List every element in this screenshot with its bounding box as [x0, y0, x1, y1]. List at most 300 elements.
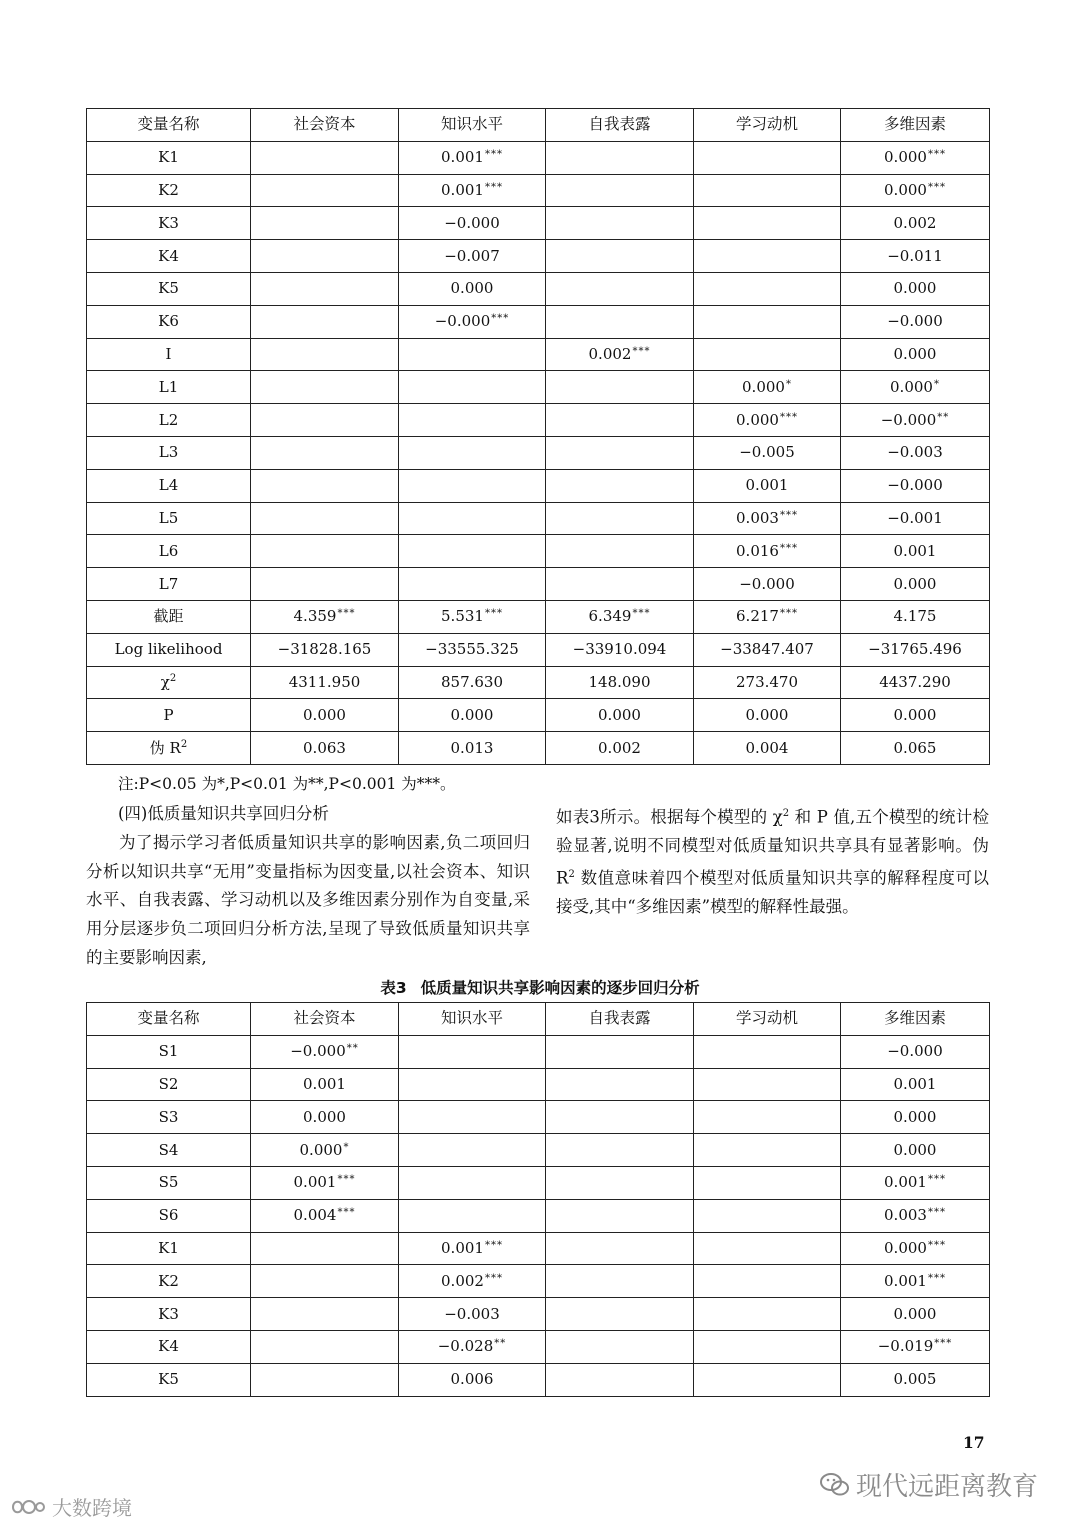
cell-value: 5.531 — [441, 607, 484, 626]
table-cell — [841, 240, 990, 273]
significance-stars: * — [785, 378, 792, 390]
table-cell — [399, 1101, 546, 1134]
cell-value: 857.630 — [440, 672, 504, 691]
cell-value: −0.000 — [887, 476, 943, 495]
significance-stars: *** — [927, 149, 946, 161]
row-label — [87, 1068, 251, 1101]
cell-value: 0.005 — [893, 1370, 937, 1389]
table-cell — [546, 633, 694, 666]
table-cell — [694, 141, 841, 174]
table-cell — [694, 404, 841, 437]
row-label — [87, 600, 251, 633]
table-cell — [546, 207, 694, 240]
table-cell — [694, 600, 841, 633]
cell-value: P — [163, 705, 174, 724]
cell-value: S5 — [158, 1173, 179, 1192]
table-cell — [251, 469, 399, 502]
table-cell — [251, 141, 399, 174]
cell-value: L6 — [158, 541, 179, 560]
significance-stars: *** — [484, 608, 503, 620]
table-cell — [546, 568, 694, 601]
significance-stars: ** — [937, 411, 950, 423]
table-cell — [251, 240, 399, 273]
cell-value: 0.002 — [588, 344, 632, 363]
cell-value: 0.000 — [299, 1140, 343, 1159]
row-label — [87, 404, 251, 437]
cell-value: 0.002 — [441, 1271, 484, 1290]
cell-value: 伪 R — [149, 739, 181, 758]
table-cell — [546, 502, 694, 535]
wechat-icon — [820, 1472, 850, 1498]
cell-value: 0.001 — [441, 1238, 484, 1257]
column-header: 社会资本 — [251, 109, 399, 142]
table-row — [87, 371, 990, 404]
table-cell — [546, 174, 694, 207]
table-cell — [251, 1298, 399, 1331]
table-cell — [399, 1166, 546, 1199]
table-row — [87, 502, 990, 535]
cell-value: 0.004 — [745, 738, 789, 757]
column-header: 变量名称 — [87, 109, 251, 142]
row-label — [87, 1199, 251, 1232]
column-header: 学习动机 — [694, 1003, 841, 1036]
significance-stars: ** — [494, 1338, 507, 1350]
row-label — [87, 1134, 251, 1167]
cell-value: 0.000 — [745, 705, 789, 724]
table-row — [87, 141, 990, 174]
table-cell — [694, 732, 841, 765]
table-cell — [841, 600, 990, 633]
cell-value: −0.000 — [887, 312, 943, 331]
table-cell — [251, 1166, 399, 1199]
table-cell — [694, 1035, 841, 1068]
significance-stars: *** — [927, 181, 946, 193]
table-row — [87, 1101, 990, 1134]
cell-value: 0.000 — [450, 705, 494, 724]
cell-value: 0.000 — [893, 574, 937, 593]
table-cell — [841, 1199, 990, 1232]
row-label — [87, 502, 251, 535]
cell-value: S2 — [158, 1074, 179, 1093]
table-cell — [694, 305, 841, 338]
row-label — [87, 699, 251, 732]
table-cell — [251, 404, 399, 437]
table-cell — [251, 1134, 399, 1167]
table-cell — [546, 666, 694, 699]
cell-value: 4311.950 — [288, 672, 361, 691]
cell-value: 0.000 — [884, 148, 927, 167]
table-cell — [251, 535, 399, 568]
table-row — [87, 338, 990, 371]
significance-stars: *** — [779, 509, 798, 521]
cell-value: −33555.325 — [425, 640, 519, 659]
row-label — [87, 1265, 251, 1298]
column-header: 多维因素 — [841, 1003, 990, 1036]
table-row — [87, 1134, 990, 1167]
table-cell — [546, 469, 694, 502]
table-cell — [399, 141, 546, 174]
cell-value: S1 — [158, 1042, 179, 1061]
cell-value: −0.001 — [887, 508, 943, 527]
table-cell — [841, 1298, 990, 1331]
table-cell — [399, 1298, 546, 1331]
table-cell — [841, 1101, 990, 1134]
cell-value: K2 — [158, 1271, 179, 1290]
page-number: 17 — [963, 1433, 985, 1452]
table-cell — [841, 1232, 990, 1265]
table-cell — [841, 699, 990, 732]
table-cell — [841, 633, 990, 666]
cell-value: 0.000 — [893, 705, 937, 724]
table-cell — [841, 1265, 990, 1298]
significance-stars: *** — [632, 345, 651, 357]
cell-value: K1 — [158, 1238, 179, 1257]
cell-value: −0.003 — [887, 443, 943, 462]
column-header: 自我表露 — [546, 1003, 694, 1036]
table-cell — [694, 1298, 841, 1331]
table-cell — [694, 174, 841, 207]
table-cell — [399, 240, 546, 273]
table-row — [87, 1330, 990, 1363]
cell-value: 0.000 — [893, 1140, 937, 1159]
table-row — [87, 469, 990, 502]
cell-value: 148.090 — [588, 672, 651, 691]
table-cell — [841, 338, 990, 371]
row-label — [87, 633, 251, 666]
table-cell — [546, 600, 694, 633]
row-label — [87, 436, 251, 469]
table-cell — [399, 633, 546, 666]
table-cell — [399, 1134, 546, 1167]
cell-value: K6 — [158, 312, 179, 331]
table-cell — [841, 174, 990, 207]
table-cell — [251, 1199, 399, 1232]
column-header: 变量名称 — [87, 1003, 251, 1036]
cell-value: 0.001 — [441, 180, 484, 199]
table-row — [87, 272, 990, 305]
table-cell — [694, 666, 841, 699]
significance-stars: *** — [779, 542, 798, 554]
table-cell — [399, 1363, 546, 1396]
table-cell — [694, 1068, 841, 1101]
text-column-right — [556, 800, 989, 922]
cell-value: −0.011 — [887, 246, 943, 265]
table-cell — [841, 371, 990, 404]
cell-value: 0.002 — [893, 213, 937, 232]
table-cell — [251, 600, 399, 633]
table-cell — [841, 436, 990, 469]
cell-value: I — [165, 344, 172, 363]
superscript: 2 — [169, 673, 177, 685]
cell-value: 0.000 — [598, 705, 641, 724]
table-cell — [694, 371, 841, 404]
cell-value: 0.000 — [884, 180, 927, 199]
table-cell — [251, 633, 399, 666]
row-label — [87, 666, 251, 699]
table-cell — [841, 1166, 990, 1199]
cell-value: −0.000 — [434, 312, 491, 331]
table-cell — [546, 1035, 694, 1068]
cell-value: K4 — [158, 1337, 179, 1356]
significance-stars: *** — [632, 608, 651, 620]
table-cell — [399, 699, 546, 732]
cell-value: 0.000 — [893, 1107, 937, 1126]
table-cell — [399, 568, 546, 601]
section-heading: (四)低质量知识共享回归分析 — [118, 804, 329, 823]
significance-stars: ** — [346, 1043, 359, 1055]
cell-value: −31828.165 — [277, 640, 372, 659]
table-cell — [546, 141, 694, 174]
cell-value: 0.002 — [598, 738, 641, 757]
cell-value: 0.001 — [893, 541, 937, 560]
significance-stars: *** — [927, 1207, 946, 1219]
cell-value: −0.000 — [880, 410, 937, 429]
table-cell — [694, 699, 841, 732]
cell-value: S3 — [158, 1107, 179, 1126]
table-cell — [546, 1363, 694, 1396]
table-cell — [399, 600, 546, 633]
cell-value: K3 — [158, 1304, 179, 1323]
cell-value: −0.007 — [444, 246, 500, 265]
row-label — [87, 469, 251, 502]
cell-value: −31765.496 — [868, 640, 962, 659]
table-cell — [694, 436, 841, 469]
row-label — [87, 272, 251, 305]
table-cell — [251, 1035, 399, 1068]
table-cell — [251, 207, 399, 240]
cell-value: 0.065 — [893, 738, 937, 757]
superscript: 2 — [180, 739, 188, 751]
row-label — [87, 1166, 251, 1199]
row-label — [87, 305, 251, 338]
caption-title: 低质量知识共享影响因素的逐步回归分析 — [420, 979, 700, 997]
cell-value: 0.003 — [884, 1206, 927, 1225]
table-cell — [251, 436, 399, 469]
row-label — [87, 240, 251, 273]
table-cell — [399, 371, 546, 404]
cell-value: K5 — [158, 1370, 179, 1389]
paragraph-left: 为了揭示学习者低质量知识共享的影响因素,负二项回归分析以知识共享“无用”变量指标为因变量,以社会资本、知识水平、自我表露、学习动机以及多维因素分别作为自变量,采用分层逐步负二项回归分析方法,呈现了导致低质量知识共享的主要影响因素, — [86, 832, 530, 967]
table-cell — [546, 1101, 694, 1134]
table-cell — [546, 1265, 694, 1298]
table-cell — [251, 1232, 399, 1265]
table-cell — [841, 207, 990, 240]
cell-value: −0.028 — [437, 1337, 494, 1356]
significance-stars: *** — [934, 1338, 953, 1350]
column-header: 知识水平 — [399, 109, 546, 142]
table-row — [87, 1166, 990, 1199]
text-column-left — [86, 800, 530, 973]
table-cell — [251, 502, 399, 535]
significance-stars: * — [933, 378, 940, 390]
cell-value: 4.175 — [893, 607, 937, 626]
cell-value: −0.000 — [444, 213, 500, 232]
cell-value: 6.349 — [588, 607, 632, 626]
cell-value: 0.001 — [893, 1074, 937, 1093]
column-header: 知识水平 — [399, 1003, 546, 1036]
significance-stars: *** — [927, 1239, 946, 1251]
cell-value: 0.001 — [745, 476, 789, 495]
table-cell — [546, 436, 694, 469]
table-cell — [694, 1101, 841, 1134]
table-cell — [251, 272, 399, 305]
table-cell — [399, 666, 546, 699]
table-cell — [399, 502, 546, 535]
cell-value: −0.000 — [887, 1042, 943, 1061]
table-cell — [841, 1330, 990, 1363]
table-header-row — [87, 109, 990, 142]
cell-value: L1 — [158, 377, 179, 396]
paragraph-right: 如表3所示。根据每个模型的 $\chi^2$ 和 P 值,五个模型的统计检验显著,说明不同模型对低质量知识共享具有显著影响。伪 $R^2$ 数值意味着四个模型对低质量知识共享的解释程度可以接受,其中“多维因素”模型的解释性最强。 — [556, 807, 989, 917]
row-label — [87, 1330, 251, 1363]
cell-value: K4 — [158, 246, 179, 265]
significance-stars: *** — [779, 608, 798, 620]
table-cell — [841, 1068, 990, 1101]
table-cell — [546, 240, 694, 273]
table-cell — [694, 633, 841, 666]
cell-value: 0.000 — [893, 279, 937, 298]
cell-value: 0.001 — [884, 1173, 927, 1192]
table-cell — [546, 732, 694, 765]
row-label — [87, 568, 251, 601]
table-cell — [841, 305, 990, 338]
row-label — [87, 174, 251, 207]
cell-value: K5 — [158, 279, 179, 298]
table-cell — [251, 174, 399, 207]
table-cell — [251, 666, 399, 699]
table-cell — [546, 404, 694, 437]
table-cell — [694, 535, 841, 568]
cell-value: S6 — [158, 1206, 179, 1225]
watermark-wechat — [820, 1466, 1038, 1503]
cell-value: 6.217 — [736, 607, 779, 626]
cell-value: 0.063 — [303, 738, 346, 757]
table-cell — [399, 732, 546, 765]
table-cell — [841, 535, 990, 568]
table-row — [87, 240, 990, 273]
regression-table-3 — [86, 1002, 990, 1397]
table-cell — [399, 1265, 546, 1298]
table-cell — [841, 141, 990, 174]
row-label — [87, 338, 251, 371]
table-note: 注:P<0.05 为*,P<0.01 为**,P<0.001 为***。 — [118, 775, 456, 793]
table-cell — [546, 305, 694, 338]
cell-value: 273.470 — [735, 672, 799, 691]
watermark-left-text: 大数跨境 — [52, 1496, 132, 1520]
row-label — [87, 141, 251, 174]
cell-value: 0.001 — [293, 1173, 337, 1192]
table-cell — [251, 1330, 399, 1363]
table-cell — [546, 338, 694, 371]
table-cell — [251, 305, 399, 338]
table-row — [87, 1265, 990, 1298]
table-cell — [841, 272, 990, 305]
table-cell — [399, 174, 546, 207]
table-row — [87, 699, 990, 732]
column-header: 学习动机 — [694, 109, 841, 142]
cell-value: 0.000 — [742, 377, 785, 396]
table-cell — [694, 207, 841, 240]
significance-stars: *** — [484, 1272, 503, 1284]
table-cell — [251, 1265, 399, 1298]
table-cell — [546, 1199, 694, 1232]
row-label — [87, 1363, 251, 1396]
table-cell — [694, 469, 841, 502]
table-cell — [251, 1363, 399, 1396]
table-row — [87, 535, 990, 568]
watermark-right-text: 现代远距离教育 — [856, 1472, 1039, 1502]
significance-stars: *** — [927, 1272, 946, 1284]
column-header: 多维因素 — [841, 109, 990, 142]
significance-stars: *** — [927, 1174, 946, 1186]
regression-table-2 — [86, 108, 990, 765]
cell-value: −0.000 — [290, 1042, 346, 1061]
column-header: 社会资本 — [251, 1003, 399, 1036]
cell-value: S4 — [158, 1140, 179, 1159]
cell-value: 0.000 — [303, 1107, 346, 1126]
significance-stars: *** — [337, 1174, 356, 1186]
table-cell — [546, 1166, 694, 1199]
table-cell — [694, 502, 841, 535]
significance-stars: *** — [484, 181, 503, 193]
cell-value: 0.000 — [450, 279, 494, 298]
table-cell — [694, 1232, 841, 1265]
significance-stars: *** — [491, 313, 510, 325]
cell-value: −0.003 — [444, 1304, 500, 1323]
table-row — [87, 1363, 990, 1396]
cell-value: 0.000 — [303, 705, 346, 724]
column-header: 自我表露 — [546, 109, 694, 142]
table-cell — [251, 568, 399, 601]
table-row — [87, 568, 990, 601]
significance-stars: * — [343, 1141, 350, 1153]
table-cell — [399, 535, 546, 568]
cell-value: −33910.094 — [572, 640, 667, 659]
cell-value: 0.000 — [884, 1238, 927, 1257]
table-cell — [399, 1330, 546, 1363]
row-label — [87, 207, 251, 240]
cell-value: K3 — [158, 213, 179, 232]
table-cell — [841, 404, 990, 437]
table-cell — [251, 371, 399, 404]
table-row — [87, 1232, 990, 1265]
table-cell — [694, 338, 841, 371]
table-cell — [251, 338, 399, 371]
row-label — [87, 371, 251, 404]
table-cell — [546, 1232, 694, 1265]
cell-value: 0.004 — [293, 1206, 337, 1225]
table-cell — [399, 1035, 546, 1068]
table-cell — [546, 699, 694, 732]
cell-value: 0.016 — [736, 541, 779, 560]
cell-value: 0.001 — [303, 1074, 346, 1093]
caption-number: 表3 — [380, 979, 407, 997]
table-cell — [694, 568, 841, 601]
cell-value: 4.359 — [293, 607, 337, 626]
table-row — [87, 666, 990, 699]
table-cell — [546, 1068, 694, 1101]
table-cell — [694, 1330, 841, 1363]
table-cell — [841, 568, 990, 601]
row-label — [87, 535, 251, 568]
table-cell — [694, 1166, 841, 1199]
table-cell — [399, 1199, 546, 1232]
table-cell — [841, 1363, 990, 1396]
cell-value: L3 — [158, 443, 179, 462]
table-row — [87, 305, 990, 338]
cell-value: Log likelihood — [114, 640, 223, 659]
table-row — [87, 1068, 990, 1101]
